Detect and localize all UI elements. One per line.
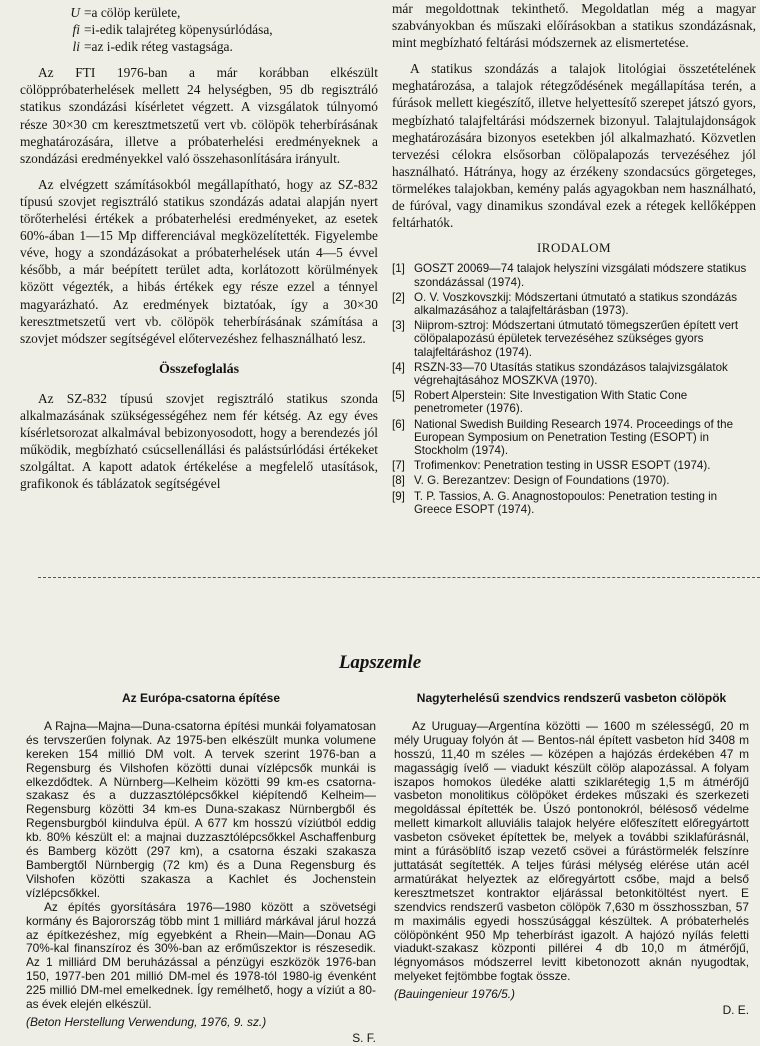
article-source: (Bauingenieur 1976/5.): [394, 987, 515, 1002]
legend-symbol: U: [70, 5, 80, 20]
paragraph: Az építés gyorsítására 1976—1980 között a szövetségi kormány és Bajorország több mint 1 milliárd márkával járul hozzá az építkezéshez, míg egyebként a Rhein—Main—Donau AG 70%-kal finanszíroz és 30%-ban az erőműszektor is részesedik. Az 1 milliárd DM beruházással a pénzügyi eszközök 1976-ban 150, 1977-ben 201 millió DM-mel és 1978-tól 1980-ig évenként 225 millió DM-mel emelkednek. Így remélhető, hogy a víziút a 80-as évek elején elkészül.: [26, 899, 376, 1012]
reference-item: [392, 319, 756, 359]
reference-text: Trofimenkov: Penetration testing in USSR ESOPT (1974).: [414, 459, 711, 473]
article-europe-canal: [26, 692, 376, 1046]
reference-number: [6]: [392, 417, 405, 431]
paragraph: A statikus szondázás a talajok litológiai összetételének meghatározása, a talajok rétegződésének megállapítása terén, a fúrások mellett kiegészítő, illetve helyettesítő szerepet játszó gyors, megbízható talajfeltárási módszernek bizonyul. Talajtulajdonságok meghatározására bizonyos esetekben jól alkalmazható. Közvetlen tervezési célokra elsősorban cölöpalapozás tervezéséhez jól használható. Hátránya, hogy az érzékeny szondacsúcs görgeteges, törmelékes talajokban, kemény palás agyagokban nem használható, de fúróval, vagy dinamikus szondával ezek a rétegek kellőképpen feltárhatók.: [392, 61, 756, 231]
paragraph: már megoldottnak tekinthető. Megoldatlan még a magyar szabványokban és műszaki előírásokban a statikus szondázásnak, mint megbízható feltárási módszernek az elismertetése.: [392, 1, 756, 51]
reference-number: [5]: [392, 389, 405, 403]
legend-row: [20, 4, 378, 21]
reference-text: RSZN-33—70 Utasítás statikus szondázásos talajvizsgálatok végrehajtásához MOSZKVA (1970).: [414, 360, 728, 387]
legend-symbol: fi: [72, 22, 80, 38]
article-signature: S. F.: [352, 1030, 376, 1045]
reference-number: [8]: [392, 474, 405, 488]
legend-text: =i-edik talajréteg köpenysúrlódása,: [84, 22, 273, 38]
reference-number: [2]: [392, 290, 405, 304]
reference-text: Niiprom-sztroj: Módszertani útmutató tömegszerűen épített vert cölöpalapozású épületek tervezéséhez szükséges gyors talajfeltáráshoz (1974).: [414, 319, 739, 359]
references-heading: IRODALOM: [536, 240, 612, 256]
section-divider: [38, 577, 760, 578]
symbol-legend: [20, 4, 378, 55]
paragraph: Az FTI 1976-ban a már korábban elkészült cölöppróbaterhelések mellett 24 helységben, 95 db regisztráló statikus szondázási kísérletet végzett. A vizsgálatok túlnyomó része 30×30 cm keresztmetszetű vert vb. cölöpök teherbírásának meghatározására, illetve a próbaterhelési eredményeknek a szondázási eredményekkel való összehasonlítására irányult.: [20, 65, 378, 166]
article-sandwich-piles: [394, 692, 749, 1018]
reference-text: National Swedish Building Research 1974. Proceedings of the European Symposium on Penetration Testing (ESOPT) in Stockholm (1974).: [414, 417, 734, 457]
reference-item: [392, 291, 756, 317]
article-title: Az Európa-csatorna építése: [121, 691, 281, 705]
reference-text: O. V. Voszkovszkij: Módszertani útmutató a statikus szondázás alkalmazásához a talajfeltárásban (1973).: [414, 290, 738, 317]
reference-number: [9]: [392, 489, 405, 503]
paragraph: Az Uruguay—Argentína közötti — 1600 m szélességű, 20 m mély Uruguay folyón át — Bentos-nál épített vasbeton híd 3408 m hosszú, 11,40 m széles — középen a hajózás érdekében 47 m magasságig ívelő — viadukt készült cölöp alapozással. A folyam iszapos homokos üledéke alatti sziklarétegig 1,5 m átmérőjű vasbeton monolitikus cölöpöket érdekes műszaki és szerkezeti megoldással építették be. Úszó pontonokról, bélésoső védelme mellett kimarkolt alluviális talajok helyére előfeszített előregyártott vasbeton csöveket építettek be, melyek a további sziklafúrásnál, mint a fúrásöblítő iszap vezető csövei a fúrástörmelék felszínre juttatását segítették. A teljes fúrási mélység elérése után acél armatúrákat helyeztek az előregyártott csőbe, majd a belső keresztmetszet kontraktor eljárással betonkitöltést nyert. E szendvics rendszerű vasbeton cölöpök 7,630 m összhosszban, 57 m maximális egyedi hosszúsággal készültek. A próbaterhelés cölöpönként 950 Mp teherbírást igazolt. A hajózó nyílás feletti viadukt-szakasz központi pillérei 4 db 10,0 m átmérőjű, légnyomásos módszerrel levitt kibetonozott aknán nyugodtak, melyeket fejtömbbe fogtak össze.: [394, 718, 749, 984]
reference-text: T. P. Tassios, A. G. Anagnostopoulos: Penetration testing in Greece ESOPT (1974).: [414, 489, 718, 516]
reference-number: [4]: [392, 360, 405, 374]
review-section-title: Lapszemle: [338, 652, 422, 673]
reference-text: GOSZT 20069—74 talajok helyszíni vizsgálati módszere statikus szondázással (1974).: [414, 262, 747, 289]
article-title: Nagyterhelésű szendvics rendszerű vasbeton cölöpök: [416, 691, 727, 705]
legend-text: =a cölöp kerülete,: [84, 5, 181, 20]
top-left-column: [20, 0, 378, 492]
reference-item: [392, 459, 756, 472]
reference-number: [3]: [392, 319, 405, 333]
paragraph: Az elvégzett számításokból megállapítható, hogy az SZ-832 típusú szovjet regisztráló statikus szondázás adatai alapján nyert törőterhelési értékek a próbaterhelési eredményeket, az esetek 60%-ában 1—15 Mp differenciával megközelítették. Figyelembe véve, hogy a szondázásokat a próbaterhelések után 4—5 évvel később, a már beépített terület adta, korlátozott körülmények között végezték, a hibás értékek egy része ezzel a ténnyel magyarázható. Az eredmények biztatóak, így a 30×30 keresztmetszetű vert vb. cölöpök teherbírásának számítása a szovjet módszer segítségével előtervezéshez felhasználható lesz.: [20, 176, 378, 346]
reference-text: V. G. Berezantzev: Design of Foundations (1970).: [414, 474, 670, 488]
article-signature: D. E.: [722, 1003, 749, 1018]
reference-item: [392, 262, 756, 288]
legend-row: [20, 21, 378, 38]
reference-item: [392, 474, 756, 487]
reference-item: [392, 418, 756, 458]
reference-item: [392, 361, 756, 387]
reference-text: Robert Alperstein: Site Investigation With Static Cone penetrometer (1976).: [414, 389, 688, 416]
legend-row: [20, 38, 378, 55]
section-heading: Összefoglalás: [158, 361, 240, 377]
paragraph: A Rajna—Majna—Duna-csatorna építési munkái folyamatosan és tervszerűen folynak. Az 1975-ben elkészült munka volumene kereken 154 millió DM volt. A tervek szerint 1976-ban a Regensburg és Vilshofen közötti dunai vízlépcsők munkái is elkezdődtek. A Nürnberg—Kelheim közötti 99 km-es csatorna-szakasz és a duzzasztólépcsőkkel kiépítendő Kelheim—Regensburg közötti 34 km-es Duna-szakasz Nürnbergből és Regensburgból kiindulva épül. A 677 km hosszú víziútból eddig kb. 80% készült el: a majnai duzzasztólépcsőkkel Aschaffenburg és Bamberg között (297 km), a csatorna északi szakasza Bambergtől Nürnbergig (72 km) és a Duna Regensburg és Vilshofen közötti szakasza a Kachlet és Jochenstein vízlépcsőkkel.: [26, 718, 376, 900]
reference-item: [392, 389, 756, 415]
reference-number: [1]: [392, 262, 405, 276]
reference-item: [392, 490, 756, 516]
reference-number: [7]: [392, 459, 405, 473]
reference-list: [392, 262, 756, 516]
legend-text: =az i-edik réteg vastagsága.: [84, 39, 233, 55]
article-source: (Beton Herstellung Verwendung, 1976, 9. sz.): [26, 1014, 267, 1029]
legend-symbol: li: [72, 39, 80, 55]
paragraph: Az SZ-832 típusú szovjet regisztráló statikus szonda alkalmazásának szükségességéhez nem fér kétség. Az egy éves kísérletsorozat alkalmával bebizonyosodott, hogy a berendezés jól működik, megbízható csúcsellenállási és palástsúrlódási értékeket szolgáltat. A kapott adatok értékelése a megfelelő utasítások, grafikonok és táblázatok segítségével: [20, 390, 378, 492]
top-right-column: [392, 0, 756, 518]
